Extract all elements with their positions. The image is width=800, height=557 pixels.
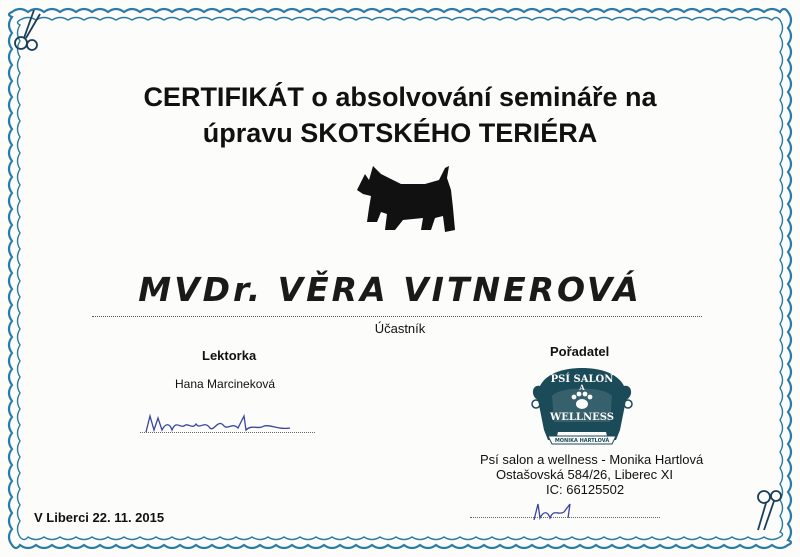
logo-top-text: PSÍ SALON [550, 374, 614, 385]
logo-middle-text: A [579, 383, 585, 392]
participant-caption: Účastník [374, 321, 426, 336]
organizer-ic: IC: 66125502 [546, 482, 625, 497]
lecturer-name: Hana Marcineková [175, 377, 276, 391]
logo-bottom-text: WELLNESS [550, 412, 614, 423]
lecturer-signature [140, 408, 300, 438]
certificate-title-line-1: CERTIFIKÁT o absolvování semináře na [143, 82, 657, 112]
scissors-icon [12, 8, 46, 52]
lecturer-dotted-line [140, 432, 315, 433]
place-and-date: V Liberci 22. 11. 2015 [34, 510, 165, 525]
organizer-signature [530, 500, 580, 522]
organizer-address: Ostašovská 584/26, Liberec XI [496, 467, 674, 482]
organizer-heading: Pořadatel [550, 344, 610, 359]
scissors-icon [752, 488, 786, 532]
logo-small-text: MONIKA HARTLOVÁ [554, 438, 610, 444]
logo-seal [526, 356, 638, 448]
scottish-terrier-icon [355, 160, 460, 235]
lecturer-heading: Lektorka [202, 348, 257, 363]
organizer-dotted-line [470, 517, 660, 518]
organizer-name: Psí salon a wellness - Monika Hartlová [480, 452, 704, 467]
participant-name: MVDr. VĚRA VITNEROVÁ [138, 270, 642, 309]
participant-dotted-line [92, 316, 702, 317]
certificate-title-line-2: úpravu SKOTSKÉHO TERIÉRA [202, 118, 598, 148]
